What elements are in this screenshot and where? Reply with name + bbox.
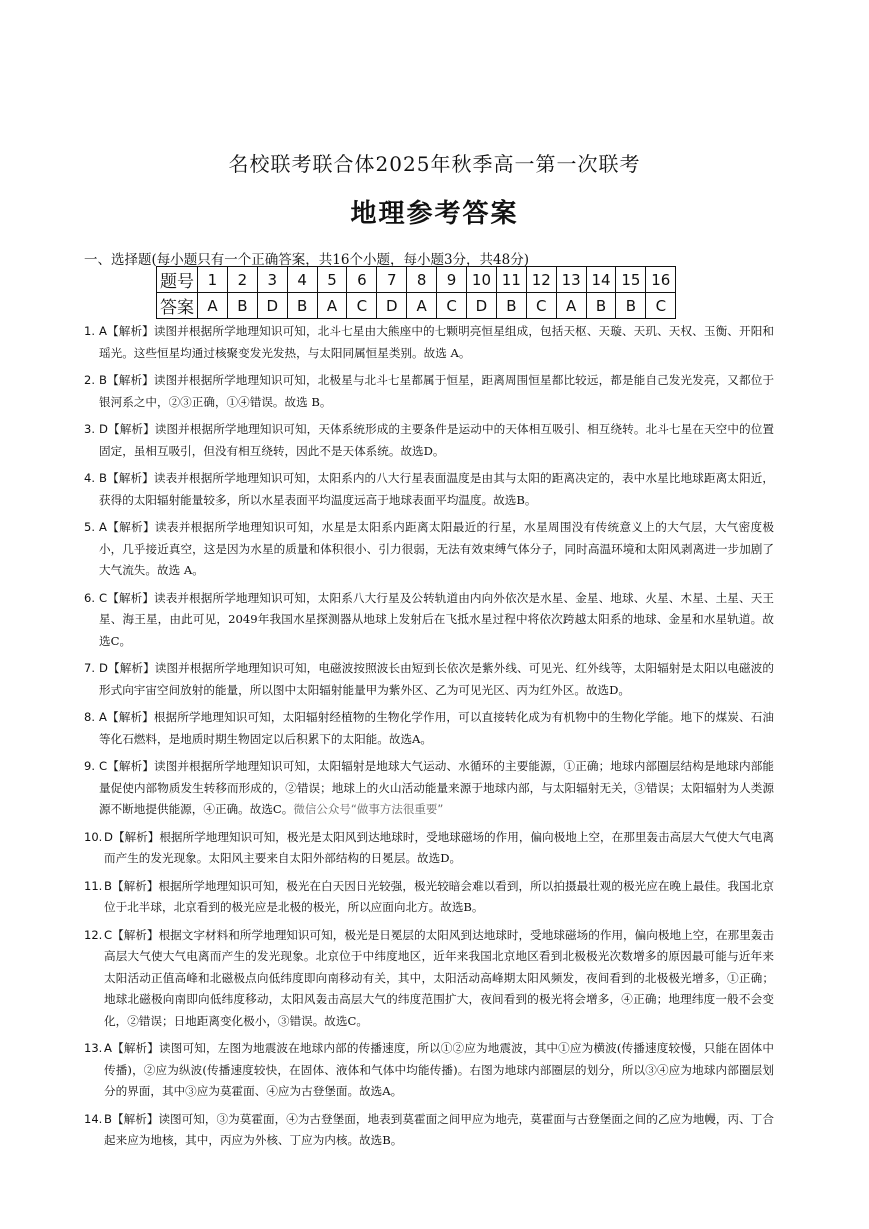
question-number: 4. bbox=[84, 471, 95, 485]
explanation-item bbox=[84, 658, 774, 701]
document-subtitle: 地理参考答案 bbox=[350, 199, 519, 229]
question-number: 2. bbox=[84, 373, 95, 387]
question-number: 14. bbox=[84, 1111, 103, 1126]
question-number-cell: 11 bbox=[496, 267, 526, 293]
question-number-cell: 6 bbox=[347, 267, 377, 293]
explanation-text: 【解析】读表并根据所学地理知识可知，太阳系内的八大行星表面温度是由其与太阳的距离决定的，表中水星比地球距离太阳近，获得的太阳辐射能量较多，所以水星表面平均温度远高于地球表面平均温度。故选B。 bbox=[99, 471, 774, 507]
explanation-item bbox=[84, 1038, 774, 1103]
row-label-question-number: 题号 bbox=[157, 267, 198, 293]
question-number: 6. bbox=[84, 590, 95, 605]
explanation-item bbox=[84, 370, 774, 413]
explanation-item bbox=[84, 588, 774, 653]
question-number-cell: 9 bbox=[437, 267, 467, 293]
explanation-text: 【解析】读图并根据所学地理知识可知，北斗七星由大熊座中的七颗明亮恒星组成，包括天枢、天璇、天玑、天权、玉衡、开阳和瑶光。这些恒星均通过核聚变发光发热，与太阳同属恒星类别。故选 A。 bbox=[99, 324, 774, 360]
question-number: 5. bbox=[84, 520, 95, 534]
explanation-item bbox=[84, 925, 774, 1033]
explanation-text: 【解析】根据文字材料和所学地理知识可知，极光是日冕层的太阳风到达地球时，受地球磁场的作用，偏向极地上空，在那里轰击高层大气使大气电离而产生的发光现象。北京位于中纬度地区，近年来我国北京地区看到北极极光次数增多的原因最可能与近年来太阳活动正值高峰和北磁极点向低纬度即向南移动有关，其中，太阳活动高峰期太阳风频发，夜间看到的北极极光增多，①正确；地球北磁极向南即向低纬度移动，太阳风轰击高层大气的纬度范围扩大，夜间看到的极光将会增多，④正确；地理纬度一般不会变化，②错误；日地距离变化极小，③错误。故选C。 bbox=[104, 927, 774, 1028]
question-number: 3. bbox=[84, 422, 95, 436]
explanation-text: 【解析】根据所学地理知识可知，极光是太阳风到达地球时，受地球磁场的作用，偏向极地上空，在那里轰击高层大气使大气电离而产生的发光现象。太阳风主要来自太阳外部结构的日冕层。故选D。 bbox=[104, 829, 774, 865]
question-number: 1. bbox=[84, 324, 95, 338]
question-number-cell: 5 bbox=[317, 267, 347, 293]
question-number: 13. bbox=[84, 1041, 103, 1055]
answer-choice: D bbox=[99, 661, 108, 675]
question-number: 9. bbox=[84, 759, 95, 773]
question-number-cell: 7 bbox=[377, 267, 407, 293]
explanation-text: 【解析】读图并根据所学地理知识可知，电磁波按照波长由短到长依次是紫外线、可见光、红外线等，太阳辐射是太阳以电磁波的形式向宇宙空间放射的能量，所以图中太阳辐射能量甲为紫外区、乙为可见光区、丙为红外区。故选D。 bbox=[99, 661, 774, 697]
explanation-item bbox=[84, 756, 774, 821]
question-number: 7. bbox=[84, 661, 95, 675]
answer-choice: D bbox=[99, 422, 108, 436]
answer-cell: B bbox=[227, 293, 257, 319]
explanation-item bbox=[84, 707, 774, 750]
answer-choice: B bbox=[104, 878, 112, 893]
question-number: 10. bbox=[84, 829, 103, 844]
explanation-item bbox=[84, 517, 774, 582]
answer-cell: B bbox=[586, 293, 616, 319]
explanation-text: 【解析】读图并根据所学地理知识可知，天体系统形成的主要条件是运动中的天体相互吸引、相互绕转。北斗七星在天空中的位置固定，虽相互吸引，但没有相互绕转，因此不是天体系统。故选D。 bbox=[99, 422, 774, 458]
answer-cell: A bbox=[556, 293, 586, 319]
explanation-text: 【解析】根据所学地理知识可知，太阳辐射经植物的生物化学作用，可以直接转化成为有机物中的生物化学能。地下的煤炭、石油等化石燃料，是地质时期生物固定以后积累下的太阳能。故选A。 bbox=[99, 710, 774, 746]
explanation-item bbox=[84, 876, 774, 919]
answer-choice: A bbox=[99, 710, 107, 724]
question-number-cell: 13 bbox=[556, 267, 586, 293]
answer-cell: D bbox=[257, 293, 287, 319]
question-number-cell: 3 bbox=[257, 267, 287, 293]
answer-cell: D bbox=[377, 293, 407, 319]
question-number: 12. bbox=[84, 927, 103, 942]
explanation-text: 【解析】读表并根据所学地理知识可知，水星是太阳系内距离太阳最近的行星，水星周围没有传统意义上的大气层，大气密度极小，几乎接近真空，这是因为水星的质量和体积很小、引力很弱，无法有效束缚气体分子，同时高温环境和太阳风剥离进一步加剧了大气流失。故选 A。 bbox=[99, 520, 774, 577]
question-number: 11. bbox=[84, 878, 103, 893]
question-number-cell: 15 bbox=[616, 267, 646, 293]
answer-choice: C bbox=[99, 759, 108, 773]
question-number-cell: 16 bbox=[646, 267, 676, 293]
explanation-text: 【解析】读表并根据所学地理知识可知，太阳系八大行星及公转轨道由内向外依次是水星、金星、地球、火星、木星、土星、天王星、海王星，由此可见，2049年我国水星探测器从地球上发射后在飞抵水星过程中将依次跨越太阳系的地球、金星和水星轨道。故选C。 bbox=[99, 590, 774, 648]
answer-table bbox=[156, 266, 676, 319]
explanation-item bbox=[84, 1109, 774, 1152]
answer-cell: B bbox=[496, 293, 526, 319]
answer-cell: C bbox=[526, 293, 556, 319]
answer-choice: A bbox=[99, 520, 107, 534]
answer-choice: B bbox=[99, 471, 107, 485]
answer-choice: B bbox=[99, 373, 107, 387]
watermark-text: 微信公众号“做事方法很重要” bbox=[293, 802, 444, 816]
question-number-cell: 8 bbox=[407, 267, 437, 293]
answer-cell: C bbox=[347, 293, 377, 319]
answer-cell: A bbox=[407, 293, 437, 319]
answer-cell: B bbox=[287, 293, 317, 319]
question-number: 8. bbox=[84, 710, 95, 724]
answer-choice: A bbox=[104, 1041, 112, 1055]
question-number-cell: 2 bbox=[227, 267, 257, 293]
section-heading: 一、选择题(每小题只有一个正确答案，共16个小题，每小题3分，共48分) bbox=[84, 252, 529, 268]
answer-cell: C bbox=[437, 293, 467, 319]
explanation-text: 【解析】读图可知，③为莫霍面，④为古登堡面，地表到莫霍面之间甲应为地壳，莫霍面与古登堡面之间的乙应为地幔，丙、丁合起来应为地核，其中，丙应为外核、丁应为内核。故选B。 bbox=[104, 1111, 774, 1147]
answer-cell: A bbox=[317, 293, 347, 319]
answer-cell: A bbox=[198, 293, 228, 319]
question-number-row bbox=[157, 267, 676, 293]
explanation-text: 【解析】读图并根据所学地理知识可知，北极星与北斗七星都属于恒星，距离周围恒星都比较远，都是能自己发光发亮，又都位于银河系之中，②③正确，①④错误。故选 B。 bbox=[99, 373, 774, 409]
answer-choice: A bbox=[99, 324, 107, 338]
explanation-list bbox=[84, 321, 774, 1158]
answer-cell: B bbox=[616, 293, 646, 319]
explanation-item bbox=[84, 468, 774, 511]
explanation-text: 【解析】根据所学地理知识可知，极光在白天因日光较强，极光较暗会难以看到，所以拍摄最壮观的极光应在晚上最佳。我国北京位于北半球，北京看到的极光应是北极的极光，所以应面向北方。故选B。 bbox=[104, 878, 774, 914]
question-number-cell: 4 bbox=[287, 267, 317, 293]
answer-choice: B bbox=[104, 1111, 112, 1126]
exam-title: 名校联考联合体2025年秋季高一第一次联考 bbox=[228, 152, 641, 176]
row-label-answer: 答案 bbox=[157, 293, 198, 319]
answer-cell: C bbox=[646, 293, 676, 319]
question-number-cell: 14 bbox=[586, 267, 616, 293]
answer-row bbox=[157, 293, 676, 319]
explanation-text: 【解析】读图并根据所学地理知识可知，太阳辐射是地球大气运动、水循环的主要能源，①正确；地球内部圈层结构是地球内部能量促使内部物质发生转移而形成的，②错误；地球上的火山活动能量来源于地球内部，与太阳辐射无关，③错误；太阳辐射为人类源源不断地提供能源，④正确。故选C。 bbox=[99, 759, 774, 816]
answer-cell: D bbox=[467, 293, 497, 319]
explanation-item bbox=[84, 321, 774, 364]
answer-choice: C bbox=[104, 927, 113, 942]
question-number-cell: 10 bbox=[467, 267, 497, 293]
answer-choice: C bbox=[99, 590, 108, 605]
explanation-item bbox=[84, 827, 774, 870]
explanation-item bbox=[84, 419, 774, 462]
question-number-cell: 1 bbox=[198, 267, 228, 293]
answer-choice: D bbox=[104, 829, 113, 844]
explanation-text: 【解析】读图可知，左图为地震波在地球内部的传播速度，所以①②应为地震波，其中①应为横波(传播速度较慢，只能在固体中传播)，②应为纵波(传播速度较快，在固体、液体和气体中均能传播)。右图为地球内部圈层的划分，所以③④应为地球内部圈层划分的界面，其中③应为莫霍面、④应为古登堡面。故选A。 bbox=[104, 1041, 774, 1098]
question-number-cell: 12 bbox=[526, 267, 556, 293]
